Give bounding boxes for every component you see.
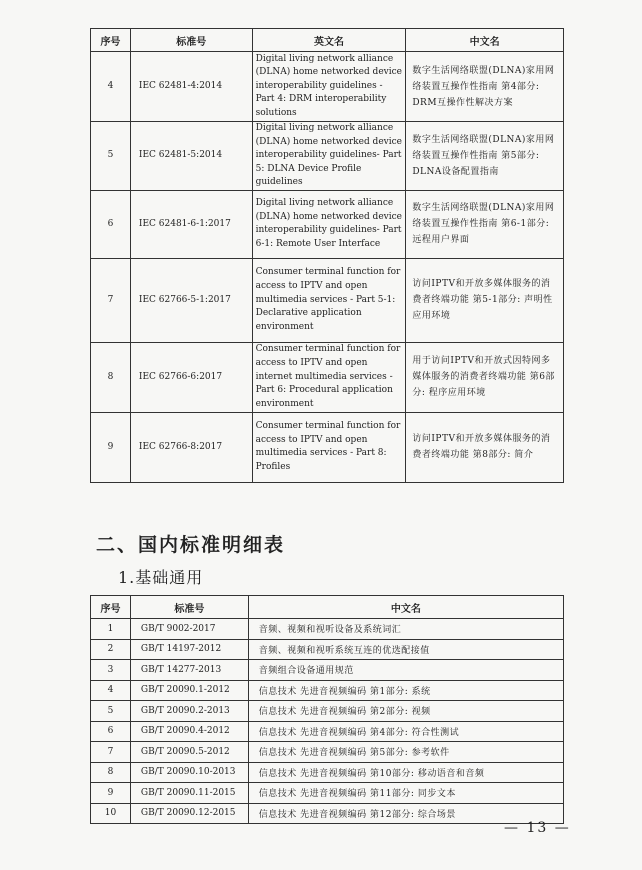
table-header-row [91, 29, 564, 52]
row-chinese-name: 音频、视频和视听设备及系统词汇 [248, 619, 563, 640]
row-no: 8 [91, 342, 131, 412]
table-row [91, 342, 564, 412]
table-row [91, 122, 564, 191]
row-no: 5 [91, 701, 131, 722]
row-english-name: Consumer terminal function for access to IPTV and open multimedia services - Part 5-1: Declarative application environment [252, 258, 406, 342]
row-standard-number: IEC 62766-5-1:2017 [130, 258, 252, 342]
table-row [91, 803, 564, 824]
domestic-standards-table [90, 595, 564, 824]
header-no: 序号 [91, 596, 131, 619]
row-english-name: Consumer terminal function for access to IPTV and open multimedia services - Part 8: Profiles [252, 412, 406, 482]
table-row [91, 680, 564, 701]
row-no: 4 [91, 680, 131, 701]
table-row [91, 258, 564, 342]
header-chinese-name: 中文名 [406, 29, 564, 52]
table-row [91, 639, 564, 660]
row-standard-number: IEC 62481-5:2014 [130, 122, 252, 191]
row-chinese-name: 访问IPTV和开放多媒体服务的消费者终端功能 第8部分: 简介 [406, 412, 564, 482]
row-chinese-name: 音频、视频和视听系统互连的优选配接值 [248, 639, 563, 660]
row-standard-number: GB/T 20090.1-2012 [130, 680, 248, 701]
table-row [91, 721, 564, 742]
table-row [91, 412, 564, 482]
table-header-row [91, 596, 564, 619]
row-no: 7 [91, 258, 131, 342]
table-row [91, 762, 564, 783]
table-row [91, 619, 564, 640]
row-standard-number: IEC 62481-4:2014 [130, 52, 252, 122]
table-row [91, 783, 564, 804]
header-no: 序号 [91, 29, 131, 52]
row-standard-number: GB/T 9002-2017 [130, 619, 248, 640]
table-row [91, 52, 564, 122]
table-row [91, 742, 564, 763]
row-no: 2 [91, 639, 131, 660]
section-title: 二、国内标准明细表 [96, 534, 286, 556]
row-english-name: Digital living network alliance (DLNA) home networked device interoperability guidelines- Part 6-1: Remote User Interface [252, 190, 406, 258]
row-chinese-name: 信息技术 先进音视频编码 第5部分: 参考软件 [248, 742, 563, 763]
page-number: — 13 — [504, 820, 571, 836]
row-no: 10 [91, 803, 131, 824]
row-standard-number: IEC 62766-6:2017 [130, 342, 252, 412]
header-chinese-name: 中文名 [248, 596, 563, 619]
row-chinese-name: 信息技术 先进音视频编码 第4部分: 符合性测试 [248, 721, 563, 742]
row-chinese-name: 信息技术 先进音视频编码 第12部分: 综合场景 [248, 803, 563, 824]
table-row [91, 190, 564, 258]
header-english-name: 英文名 [252, 29, 406, 52]
row-standard-number: IEC 62766-8:2017 [130, 412, 252, 482]
row-chinese-name: 用于访问IPTV和开放式因特网多媒体服务的消费者终端功能 第6部分: 程序应用环境 [406, 342, 564, 412]
row-no: 7 [91, 742, 131, 763]
row-chinese-name: 信息技术 先进音视频编码 第1部分: 系统 [248, 680, 563, 701]
subsection-title: 1.基础通用 [118, 568, 204, 587]
row-standard-number: GB/T 14197-2012 [130, 639, 248, 660]
header-standard-number: 标准号 [130, 596, 248, 619]
row-english-name: Digital living network alliance (DLNA) home networked device interoperability guidelines - Part 4: DRM interoperability solutions [252, 52, 406, 122]
table-row [91, 701, 564, 722]
row-no: 6 [91, 721, 131, 742]
row-chinese-name: 数字生活网络联盟(DLNA)家用网络装置互操作性指南 第5部分: DLNA设备配置指南 [406, 122, 564, 191]
row-chinese-name: 数字生活网络联盟(DLNA)家用网络装置互操作性指南 第6-1部分: 远程用户界面 [406, 190, 564, 258]
row-standard-number: GB/T 14277-2013 [130, 660, 248, 681]
row-no: 4 [91, 52, 131, 122]
header-standard-number: 标准号 [130, 29, 252, 52]
international-standards-table [90, 28, 564, 483]
row-no: 8 [91, 762, 131, 783]
row-english-name: Digital living network alliance (DLNA) home networked device interoperability guidelines- Part 5: DLNA Device Profile guidelines [252, 122, 406, 191]
row-chinese-name: 访问IPTV和开放多媒体服务的消费者终端功能 第5-1部分: 声明性应用环境 [406, 258, 564, 342]
row-chinese-name: 数字生活网络联盟(DLNA)家用网络装置互操作性指南 第4部分: DRM互操作性解决方案 [406, 52, 564, 122]
row-no: 9 [91, 783, 131, 804]
row-no: 1 [91, 619, 131, 640]
row-no: 5 [91, 122, 131, 191]
row-chinese-name: 信息技术 先进音视频编码 第11部分: 同步文本 [248, 783, 563, 804]
row-chinese-name: 信息技术 先进音视频编码 第2部分: 视频 [248, 701, 563, 722]
row-standard-number: GB/T 20090.10-2013 [130, 762, 248, 783]
row-standard-number: GB/T 20090.5-2012 [130, 742, 248, 763]
row-standard-number: GB/T 20090.12-2015 [130, 803, 248, 824]
table-row [91, 660, 564, 681]
row-standard-number: GB/T 20090.4-2012 [130, 721, 248, 742]
row-english-name: Consumer terminal function for access to IPTV and open internet multimedia services - Part 6: Procedural application environment [252, 342, 406, 412]
row-chinese-name: 信息技术 先进音视频编码 第10部分: 移动语音和音频 [248, 762, 563, 783]
row-no: 6 [91, 190, 131, 258]
row-chinese-name: 音频组合设备通用规范 [248, 660, 563, 681]
row-no: 3 [91, 660, 131, 681]
row-standard-number: GB/T 20090.11-2015 [130, 783, 248, 804]
row-standard-number: IEC 62481-6-1:2017 [130, 190, 252, 258]
row-standard-number: GB/T 20090.2-2013 [130, 701, 248, 722]
row-no: 9 [91, 412, 131, 482]
